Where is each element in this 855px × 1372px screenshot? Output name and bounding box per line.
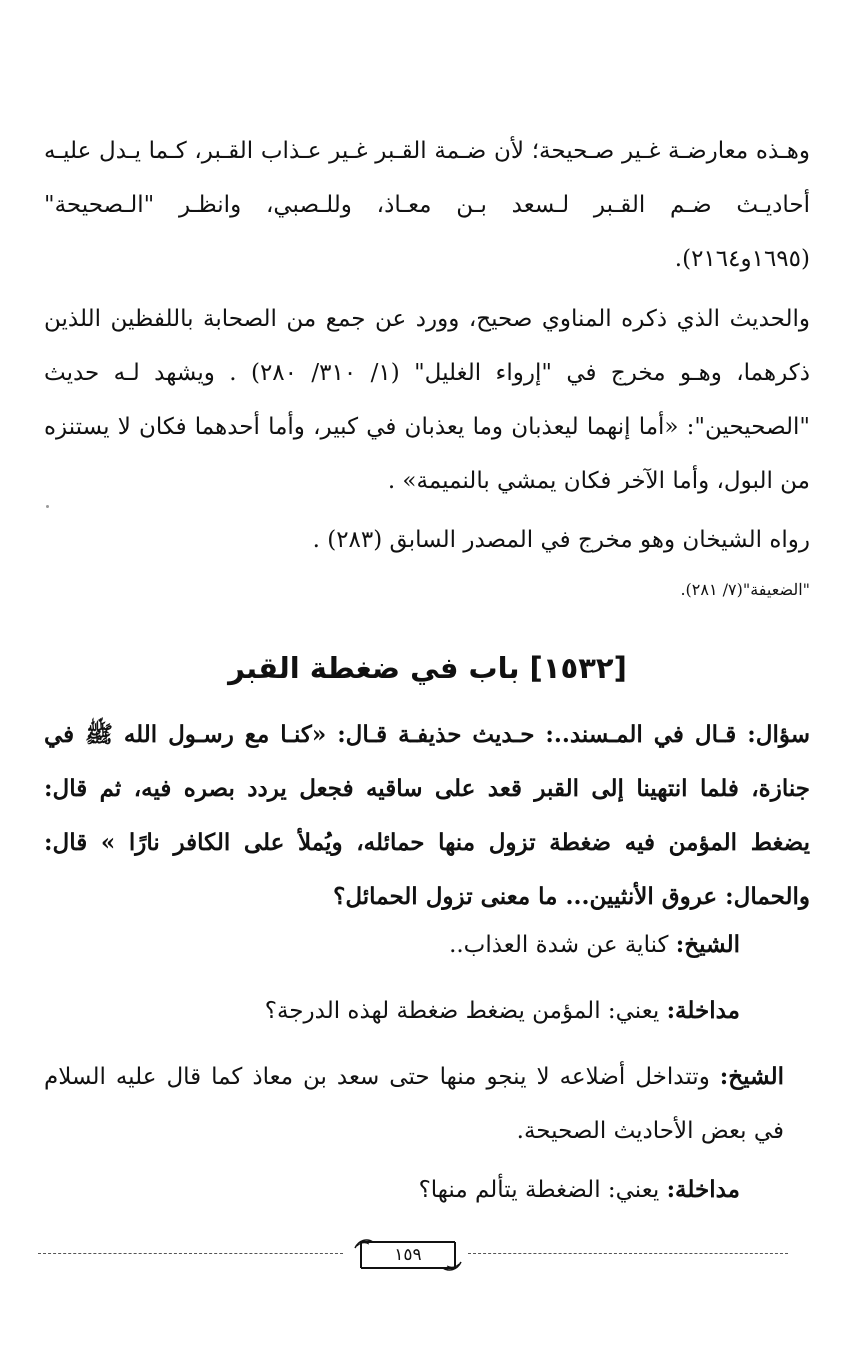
intervention-text: يعني: المؤمن يضغط ضغطة لهذه الدرجة؟: [264, 998, 667, 1024]
answer-text: وتتداخل أضلاعه لا ينجو منها حتى سعد بن معاذ كما قال عليه السلام في بعض الأحاديث الصحيحة.: [44, 1064, 784, 1144]
scan-artifact-dot: [46, 505, 49, 508]
paragraph-question: سؤال: قـال في المـسند..: حـديث حذيفـة قـال: «كنـا مع رسـول الله ﷺ في جنازة، فلما انتهينا إلى القبر قعد على ساقيه فجعل يردد بصره فيه، ثم قال: يضغط المؤمن فيه ضغطة تزول منها حمائله، ويُملأ على الكافر نارًا » قال: والحمال: عروق الأنثيين... ما معنى تزول الحمائل؟: [44, 721, 810, 910]
speaker-label: الشيخ:: [675, 931, 740, 958]
page-number: ١٥٩: [394, 1245, 422, 1265]
paragraph-intervention-1: [200, 984, 740, 1040]
paragraph-sheikh-answer-2: [44, 1050, 784, 1158]
paragraph-hadith-note: والحديث الذي ذكره المناوي صحيح، وورد عن جمع من الصحابة باللفظين اللذين ذكرهما، وهـو مخرج في "إرواء الغليل" (١/ ٣١٠/ ٢٨٠) . ويشهد لـه حديث "الصحيحين": «أما إنهما ليعذبان وما يعذبان في كبير، وأما أحدهما فكان لا يستنزه من البول، وأما الآخر فكان يمشي بالنميمة» .: [44, 306, 810, 494]
intervention-text: يعني: الضغطة يتألم منها؟: [418, 1177, 667, 1203]
paragraph-sheikh-answer-1: [300, 918, 740, 974]
paragraph-source-note: رواه الشيخان وهو مخرج في المصدر السابق (٢٨٣) .: [312, 527, 810, 553]
page-footer: [38, 1232, 788, 1276]
section-heading: [١٥٣٢] باب في ضغطة القبر: [228, 651, 627, 685]
paragraph-reference: "الضعيفة"(٧/ ٢٨١).: [680, 580, 810, 599]
footer-divider-left: [38, 1253, 343, 1254]
speaker-label: مداخلة:: [666, 1176, 740, 1203]
answer-text: كناية عن شدة العذاب..: [449, 932, 676, 958]
paragraph-intro: وهـذه معارضـة غـير صـحيحة؛ لأن ضـمة القـبر غـير عـذاب القـبر، كـما يـدل عليـه أحاديـث ضـم القـبر لـسعد بـن معـاذ، وللـصبي، وانظـر "الـصحيحة" (١٦٩٥و٢١٦٤).: [44, 138, 810, 272]
speaker-label: مداخلة:: [666, 997, 740, 1024]
footer-divider-right: [468, 1253, 788, 1254]
page-number-frame: [353, 1236, 463, 1272]
speaker-label: الشيخ:: [719, 1063, 784, 1090]
paragraph-intervention-2: [300, 1163, 740, 1219]
